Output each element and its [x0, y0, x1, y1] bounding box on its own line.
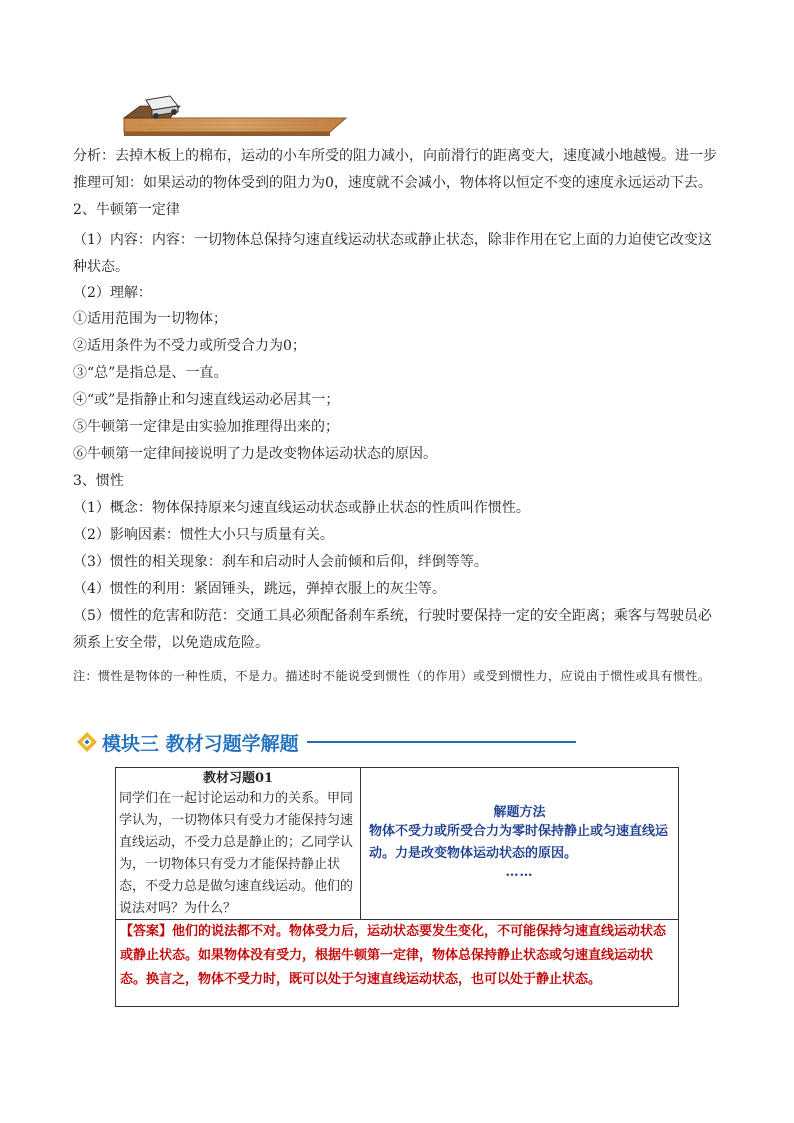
- heading-rule: [307, 741, 576, 743]
- answer-body: 物体受力后，运动状态要发生变化，不可能保持匀速直线运动状态或静止状态。如果物体没有受力，根据牛顿第一定律，物体总保持静止状态或匀速直线运动状态。换言之，物体不受力时，既可以处于匀速直线运动状态，也可以处于静止状态。: [120, 924, 667, 987]
- ellipsis: ……: [505, 865, 534, 880]
- exercise-question: 同学们在一起讨论运动和力的关系。甲同学认为，一切物体只有受力才能保持匀速直线运动，不受力总是静止的；乙同学认为，一切物体只有受力才能保持静止状态，不受力总是做匀速直线运动。他们的说法对吗？为什么？: [119, 791, 354, 916]
- module-title: 模块三 教材习题学解题: [102, 732, 299, 755]
- inertia-item: （1）概念：物体保持原来匀速直线运动状态或静止状态的性质叫作惯性。: [73, 500, 530, 516]
- cart-on-board-figure: [118, 92, 350, 140]
- law-content-paragraph: （1）内容：内容：一切物体总保持匀速直线运动状态或静止状态，除非作用在它上面的力迫使它改变这种状态。: [73, 232, 712, 275]
- note-paragraph: 注：惯性是物体的一种性质，不是力。描述时不能说受到惯性（的作用）或受到惯性力，应说由于惯性或具有惯性。: [73, 669, 711, 683]
- understanding-item: ③“总”是指总是、一直。: [73, 365, 228, 381]
- inertia-item: （5）惯性的危害和防范：交通工具必须配备刹车系统，行驶时要保持一定的安全距离；乘客与驾驶员必须系上安全带，以免造成危险。: [73, 608, 712, 651]
- answer-block: [120, 920, 674, 992]
- exercise-question-cell: [116, 768, 361, 919]
- understanding-item: ⑥牛顿第一定律间接说明了力是改变物体运动状态的原因。: [73, 446, 437, 462]
- analysis-paragraph: 分析：去掉木板上的棉布，运动的小车所受的阻力减小，向前滑行的距离变大，速度减小地越慢。进一步推理可知：如果运动的物体受到的阻力为0，速度就不会减小，物体将以恒定不变的速度永远运动下去。: [73, 148, 717, 191]
- understanding-item: ⑤牛顿第一定律是由实验加推理得出来的；: [73, 419, 339, 435]
- exercise-title: 教材习题01: [202, 771, 274, 786]
- section-3-heading: 3、惯性: [73, 473, 124, 489]
- answer-heading: 【答案】他们的说法都不对。: [120, 924, 290, 939]
- section-2-heading: 2、牛顿第一定律: [73, 202, 180, 218]
- diamond-bullet-icon: [76, 731, 98, 753]
- method-body: 物体不受力或所受合力为零时保持静止或匀速直线运动。力是改变物体运动状态的原因。: [369, 824, 669, 861]
- inertia-item: （2）影响因素：惯性大小只与质量有关。: [73, 527, 334, 543]
- understanding-item: ④“或”是指静止和匀速直线运动必居其一；: [73, 392, 340, 408]
- board-front: [124, 132, 330, 136]
- inertia-item: （3）惯性的相关现象：刹车和启动时人会前倾和后仰，绊倒等等。: [73, 554, 488, 570]
- understanding-item: ②适用条件为不受力或所受合力为0；: [73, 338, 306, 354]
- exercise-box: [115, 767, 679, 1007]
- understanding-item: ①适用范围为一切物体；: [73, 311, 227, 327]
- understanding-heading: （2）理解：: [73, 285, 152, 301]
- inertia-item: （4）惯性的利用：紧固锤头，跳远，弹掉衣服上的灰尘等。: [73, 581, 446, 597]
- solution-method-cell: [361, 768, 678, 919]
- module-heading: [76, 729, 596, 755]
- method-title: 解题方法: [493, 805, 546, 820]
